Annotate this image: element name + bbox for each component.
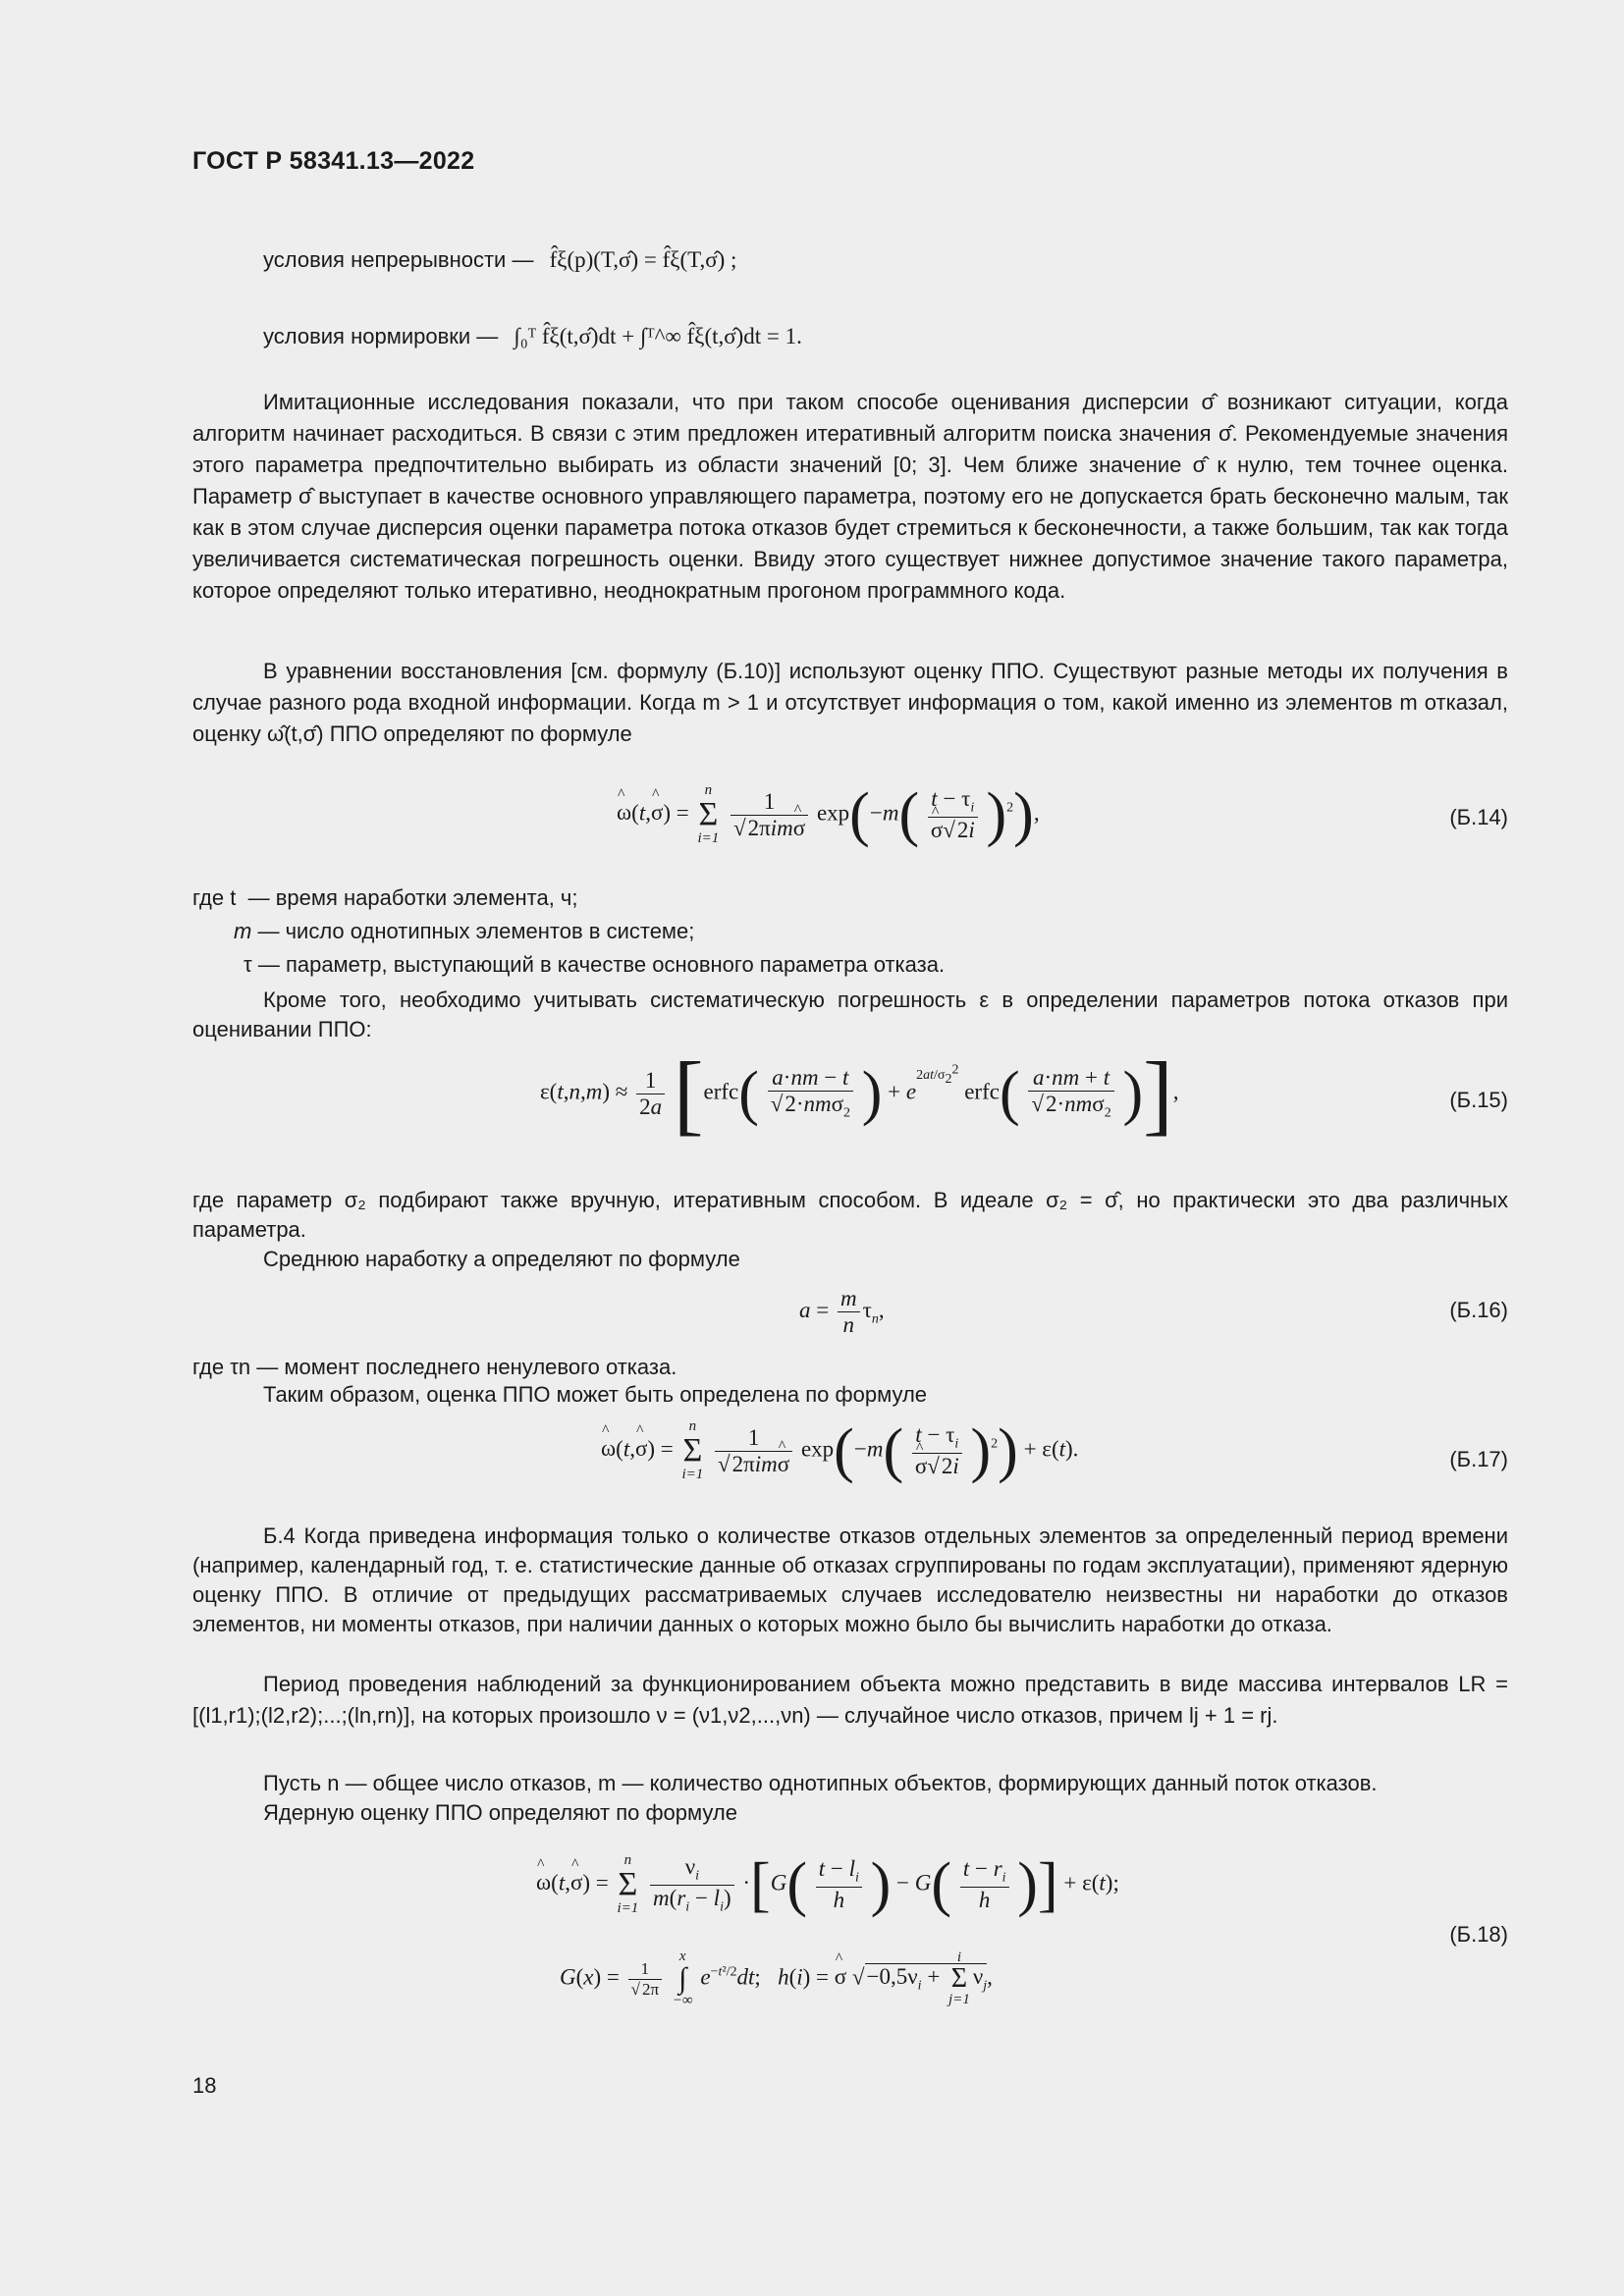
paragraph-kernel: Ядерную оценку ППО определяют по формуле [263,1800,737,1825]
paragraph-thus: Таким образом, оценка ППО может быть определена по формуле [263,1382,928,1407]
formula-number-b14: (Б.14) [1449,805,1508,829]
normalization-label: условия нормировки — [263,324,499,348]
formula-number-b16: (Б.16) [1449,1298,1508,1322]
where-item-t: где t — время наработки элемента, ч; [192,885,578,910]
continuity-condition [263,247,736,273]
document-header: ГОСТ Р 58341.13—2022 [192,147,475,175]
paragraph-n-m: Пусть n — общее число отказов, m — количество однотипных объектов, формирующих данный поток отказов. [263,1771,1378,1795]
normalization-condition [263,324,802,349]
formula-number-b18: (Б.18) [1449,1922,1508,1947]
paragraph-simulation: Имитационные исследования показали, что при таком способе оценивания дисперсии σ̂ возникают ситуации, когда алгоритм начинает расходиться. В связи с этим предложен итеративный алгоритм поиска значения σ̂. Рекомендуемые значения этого параметра предпочтительно выбирать из области значений [0; 3]. Чем ближе значение σ̂ к нулю, тем точнее оценка. Параметр σ̂ выступает в качестве основного управляющего параметра, поэтому его не допускается брать бесконечно малым, так как в этом случае дисперсия оценки параметра потока отказов будет стремиться к бесконечности, а также большим, так как тогда увеличивается систематическая погрешность оценки. Ввиду этого существует нижнее допустимое значение такого параметра, которое определяют только итеративно, неоднократным прогоном программного кода. [192,390,1508,603]
normalization-formula: ∫₀ᵀ f̂ξ(t,σ̂)dt + ∫ᵀ^∞ f̂ξ(t,σ̂)dt = 1. [514,324,802,348]
formula-b16: a = $\frac{m}{n}$ $\tau_n$, [799,1286,885,1337]
formula-b17: ^ ω(t,^ σ) = n Σ i=1 $\frac{1}{\text{√2πim\textasciicircum{} σ}}$ exp(−m( $t - \tau_i$ ^ σ√2i )$^2$) + ε(t). [601,1419,1078,1482]
formula-b14: ^ ω(t,^ σ) = n Σ i=1 $\frac{1}{\text{√2πim\textasciicircum{} σ}}$ exp(−m( $t - \tau_i$ ^ σ√2i )$^2$), [617,783,1040,846]
paragraph-mean-time: Среднюю наработку a определяют по формуле [263,1247,740,1271]
continuity-formula: f̂ξ(p)(T,σ̂) = f̂ξ(T,σ̂) ; [549,247,737,272]
where-list [192,881,945,982]
paragraph-intervals: Период проведения наблюдений за функционированием объекта можно представить в виде массива интервалов LR = [(l1,r1);(l2,r2);...;(ln,rn)], на которых произошло ν = (ν1,ν2,...,νn) — случайное число отказов, причем lj + 1 = rj. [192,1672,1508,1728]
where-item-tau: τ — параметр, выступающий в качестве основного параметра отказа. [244,952,946,977]
continuity-label: условия непрерывности — [263,247,534,272]
paragraph-renewal: В уравнении восстановления [см. формулу (Б.10)] используют оценку ППО. Существуют разные методы их получения в случае разного рода входной информации. Когда m > 1 и отсутствует информация о том, какой именно из элементов m отказал, оценку ω̂(t,σ̂) ППО определяют по формуле [192,659,1508,746]
where-item-m: m — число однотипных элементов в системе; [234,919,695,943]
formula-b18-line2: G(x) = $\frac{1}{√ 2\pi}$ x ∫ −∞ $e^{-t^2/2}dt$; h(i) = ^ σ $√-0,5\nu_i$ + i Σ j=1 $\nu_j$, [560,1949,993,2008]
formula-b15: ε(t,n,m) ≈ $\frac{1}{2a}$ [erfc( $\frac{a\cdot nm - t}{√2\cdot nm\sigma_2}$ ) + $e^{2at/\sigma_2^2}$ erfc( $\frac{a\cdot nm + t}{√2\cdot nm\sigma_2}$ )], [540,1043,1179,1144]
formula-number-b15: (Б.15) [1449,1088,1508,1112]
page-number: 18 [192,2073,217,2098]
paragraph-b4: Б.4 Когда приведена информация только о количестве отказов отдельных элементов за определенный период времени (например, календарный год, т. е. статистические данные об отказах сгруппированы по годам эксплуатации), применяют ядерную оценку ППО. В отличие от предыдущих рассматриваемых случаев исследователю неизвестны ни наработки до отказов элементов, ни моменты отказов, при наличии данных о которых можно было бы вычислить наработки до отказа. [192,1523,1508,1636]
paragraph-tau-n: где τn — момент последнего ненулевого отказа. [192,1355,677,1379]
formula-number-b17: (Б.17) [1449,1447,1508,1471]
formula-b18-line1: ^ ω(t,^ σ) = n Σ i=1 $\frac{\nu_i}{m(r_i - l_i)}$ ·[G( $\frac{t - l_i}{h}$ ) − G( $\frac{t - r_i}{h}$ )] + ε(t); [536,1853,1119,1916]
paragraph-systematic-error: Кроме того, необходимо учитывать систематическую погрешность ε в определении параметров потока отказов при оценивании ППО: [192,988,1508,1041]
paragraph-sigma2: где параметр σ₂ подбирают также вручную, итеративным способом. В идеале σ₂ = σ̂, но практически это два различных параметра. [192,1188,1508,1242]
